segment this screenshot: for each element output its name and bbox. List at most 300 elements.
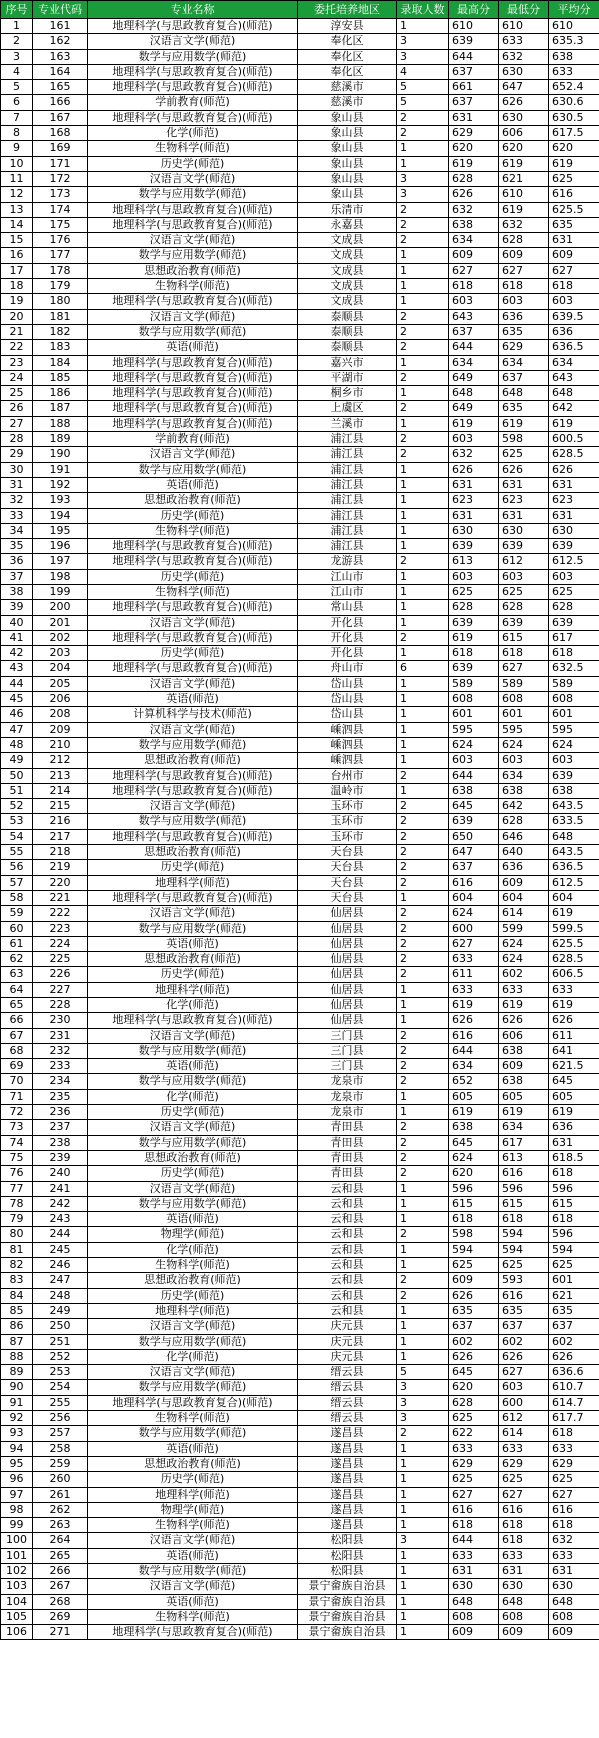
cell-region: 温岭市 [298, 783, 397, 798]
cell-major-code: 219 [33, 860, 88, 875]
cell-index: 49 [1, 753, 33, 768]
cell-major-code: 203 [33, 646, 88, 661]
cell-admitted-count: 1 [397, 753, 449, 768]
cell-index: 58 [1, 890, 33, 905]
cell-major-code: 196 [33, 539, 88, 554]
table-row [1, 600, 599, 615]
cell-max-score: 616 [449, 1028, 499, 1043]
cell-avg-score: 648 [549, 1594, 599, 1609]
cell-min-score: 613 [499, 1150, 549, 1165]
cell-max-score: 618 [449, 1212, 499, 1227]
cell-major-name: 汉语言文学(师范) [88, 906, 298, 921]
table-row [1, 1625, 599, 1640]
table-row [1, 171, 599, 186]
table-row [1, 309, 599, 324]
cell-max-score: 603 [449, 432, 499, 447]
cell-admitted-count: 2 [397, 1273, 449, 1288]
cell-max-score: 618 [449, 279, 499, 294]
cell-admitted-count: 1 [397, 523, 449, 538]
cell-avg-score: 631 [549, 477, 599, 492]
cell-max-score: 637 [449, 64, 499, 79]
table-row [1, 1288, 599, 1303]
cell-max-score: 629 [449, 126, 499, 141]
cell-major-code: 271 [33, 1625, 88, 1640]
cell-min-score: 624 [499, 936, 549, 951]
cell-index: 5 [1, 80, 33, 95]
cell-admitted-count: 2 [397, 875, 449, 890]
cell-major-code: 161 [33, 19, 88, 34]
cell-major-name: 思想政治教育(师范) [88, 753, 298, 768]
cell-admitted-count: 2 [397, 1135, 449, 1150]
cell-major-name: 数学与应用数学(师范) [88, 921, 298, 936]
cell-avg-score: 603 [549, 753, 599, 768]
table-row [1, 523, 599, 538]
cell-region: 泰顺县 [298, 324, 397, 339]
cell-major-name: 英语(师范) [88, 477, 298, 492]
header-region: 委托培养地区 [298, 1, 397, 19]
cell-major-code: 216 [33, 814, 88, 829]
cell-max-score: 600 [449, 921, 499, 936]
cell-region: 松阳县 [298, 1533, 397, 1548]
cell-avg-score: 652.4 [549, 80, 599, 95]
cell-index: 67 [1, 1028, 33, 1043]
cell-region: 开化县 [298, 615, 397, 630]
table-row [1, 263, 599, 278]
cell-min-score: 616 [499, 1288, 549, 1303]
cell-avg-score: 635 [549, 1303, 599, 1318]
table-row [1, 722, 599, 737]
cell-major-code: 224 [33, 936, 88, 951]
cell-avg-score: 620 [549, 141, 599, 156]
cell-major-name: 地理科学(与思政教育复合)(师范) [88, 370, 298, 385]
cell-max-score: 638 [449, 1120, 499, 1135]
cell-index: 86 [1, 1319, 33, 1334]
cell-major-name: 地理科学(与思政教育复合)(师范) [88, 829, 298, 844]
cell-avg-score: 628 [549, 600, 599, 615]
cell-min-score: 594 [499, 1227, 549, 1242]
cell-admitted-count: 3 [397, 1533, 449, 1548]
cell-major-name: 地理科学(与思政教育复合)(师范) [88, 19, 298, 34]
cell-major-name: 地理科学(与思政教育复合)(师范) [88, 768, 298, 783]
cell-major-name: 历史学(师范) [88, 508, 298, 523]
cell-avg-score: 631 [549, 1135, 599, 1150]
cell-index: 61 [1, 936, 33, 951]
cell-admitted-count: 2 [397, 1120, 449, 1135]
cell-avg-score: 641 [549, 1043, 599, 1058]
cell-major-name: 汉语言文学(师范) [88, 615, 298, 630]
table-row [1, 1242, 599, 1257]
table-row [1, 1579, 599, 1594]
cell-index: 80 [1, 1227, 33, 1242]
cell-min-score: 619 [499, 416, 549, 431]
cell-major-code: 169 [33, 141, 88, 156]
cell-admitted-count: 1 [397, 615, 449, 630]
cell-major-name: 地理科学(与思政教育复合)(师范) [88, 294, 298, 309]
cell-min-score: 626 [499, 462, 549, 477]
header-major-code: 专业代码 [33, 1, 88, 19]
cell-max-score: 648 [449, 1594, 499, 1609]
cell-index: 87 [1, 1334, 33, 1349]
table-row [1, 1074, 599, 1089]
cell-major-code: 200 [33, 600, 88, 615]
cell-major-name: 思想政治教育(师范) [88, 952, 298, 967]
cell-major-name: 历史学(师范) [88, 860, 298, 875]
cell-min-score: 627 [499, 1487, 549, 1502]
cell-major-name: 历史学(师范) [88, 1472, 298, 1487]
cell-max-score: 649 [449, 370, 499, 385]
cell-major-code: 190 [33, 447, 88, 462]
cell-min-score: 647 [499, 80, 549, 95]
cell-major-name: 地理科学(与思政教育复合)(师范) [88, 554, 298, 569]
cell-major-name: 地理科学(与思政教育复合)(师范) [88, 630, 298, 645]
cell-major-code: 183 [33, 340, 88, 355]
cell-admitted-count: 1 [397, 569, 449, 584]
cell-region: 遂昌县 [298, 1426, 397, 1441]
cell-avg-score: 601 [549, 707, 599, 722]
table-row [1, 890, 599, 905]
cell-index: 66 [1, 1013, 33, 1028]
cell-avg-score: 628.5 [549, 447, 599, 462]
cell-major-name: 数学与应用数学(师范) [88, 462, 298, 477]
cell-avg-score: 636 [549, 324, 599, 339]
cell-admitted-count: 2 [397, 1150, 449, 1165]
cell-index: 81 [1, 1242, 33, 1257]
cell-min-score: 598 [499, 432, 549, 447]
cell-index: 104 [1, 1594, 33, 1609]
cell-admitted-count: 2 [397, 952, 449, 967]
cell-major-code: 181 [33, 309, 88, 324]
cell-major-name: 英语(师范) [88, 1441, 298, 1456]
cell-region: 乐清市 [298, 202, 397, 217]
cell-region: 浦江县 [298, 508, 397, 523]
cell-index: 105 [1, 1609, 33, 1624]
cell-major-name: 生物科学(师范) [88, 584, 298, 599]
cell-avg-score: 629 [549, 1456, 599, 1471]
cell-major-code: 164 [33, 64, 88, 79]
cell-index: 53 [1, 814, 33, 829]
cell-index: 85 [1, 1303, 33, 1318]
cell-index: 37 [1, 569, 33, 584]
cell-max-score: 627 [449, 263, 499, 278]
cell-major-code: 177 [33, 248, 88, 263]
table-row [1, 584, 599, 599]
cell-max-score: 625 [449, 1258, 499, 1273]
cell-index: 103 [1, 1579, 33, 1594]
cell-admitted-count: 1 [397, 539, 449, 554]
cell-max-score: 644 [449, 1533, 499, 1548]
cell-region: 景宁畲族自治县 [298, 1594, 397, 1609]
cell-admitted-count: 2 [397, 126, 449, 141]
cell-min-score: 635 [499, 1303, 549, 1318]
cell-major-code: 185 [33, 370, 88, 385]
cell-index: 4 [1, 64, 33, 79]
cell-min-score: 626 [499, 1013, 549, 1028]
cell-min-score: 602 [499, 1334, 549, 1349]
cell-index: 93 [1, 1426, 33, 1441]
cell-min-score: 618 [499, 1212, 549, 1227]
cell-region: 台州市 [298, 768, 397, 783]
cell-avg-score: 636 [549, 1120, 599, 1135]
cell-admitted-count: 2 [397, 447, 449, 462]
cell-avg-score: 639 [549, 615, 599, 630]
table-row [1, 416, 599, 431]
cell-admitted-count: 3 [397, 1395, 449, 1410]
table-row [1, 906, 599, 921]
table-row [1, 1426, 599, 1441]
table-row [1, 95, 599, 110]
cell-index: 65 [1, 998, 33, 1013]
cell-max-score: 602 [449, 1334, 499, 1349]
cell-admitted-count: 1 [397, 1349, 449, 1364]
cell-admitted-count: 2 [397, 768, 449, 783]
table-row [1, 936, 599, 951]
cell-admitted-count: 1 [397, 508, 449, 523]
table-row [1, 34, 599, 49]
table-row [1, 80, 599, 95]
cell-min-score: 602 [499, 967, 549, 982]
cell-region: 三门县 [298, 1059, 397, 1074]
cell-avg-score: 626 [549, 1349, 599, 1364]
cell-index: 76 [1, 1166, 33, 1181]
cell-min-score: 606 [499, 126, 549, 141]
cell-index: 2 [1, 34, 33, 49]
cell-major-code: 251 [33, 1334, 88, 1349]
cell-avg-score: 633 [549, 64, 599, 79]
cell-min-score: 636 [499, 309, 549, 324]
table-row [1, 1089, 599, 1104]
cell-avg-score: 589 [549, 676, 599, 691]
table-row [1, 707, 599, 722]
cell-region: 三门县 [298, 1043, 397, 1058]
cell-major-name: 历史学(师范) [88, 1105, 298, 1120]
cell-major-name: 英语(师范) [88, 1594, 298, 1609]
cell-major-name: 化学(师范) [88, 126, 298, 141]
cell-index: 95 [1, 1456, 33, 1471]
cell-avg-score: 628.5 [549, 952, 599, 967]
cell-admitted-count: 3 [397, 171, 449, 186]
cell-min-score: 638 [499, 783, 549, 798]
cell-avg-score: 606.5 [549, 967, 599, 982]
cell-index: 7 [1, 110, 33, 125]
table-row [1, 1334, 599, 1349]
cell-major-code: 249 [33, 1303, 88, 1318]
table-row [1, 753, 599, 768]
cell-avg-score: 627 [549, 1487, 599, 1502]
cell-min-score: 633 [499, 1548, 549, 1563]
cell-min-score: 600 [499, 1395, 549, 1410]
table-row [1, 1181, 599, 1196]
table-row [1, 187, 599, 202]
cell-major-code: 268 [33, 1594, 88, 1609]
cell-region: 云和县 [298, 1227, 397, 1242]
cell-admitted-count: 2 [397, 630, 449, 645]
cell-region: 文成县 [298, 248, 397, 263]
cell-avg-score: 618 [549, 1212, 599, 1227]
cell-max-score: 611 [449, 967, 499, 982]
cell-index: 12 [1, 187, 33, 202]
cell-min-score: 634 [499, 1120, 549, 1135]
cell-avg-score: 627 [549, 263, 599, 278]
cell-avg-score: 633 [549, 982, 599, 997]
table-row [1, 814, 599, 829]
cell-max-score: 633 [449, 1441, 499, 1456]
cell-major-name: 思想政治教育(师范) [88, 845, 298, 860]
cell-admitted-count: 1 [397, 1441, 449, 1456]
cell-admitted-count: 1 [397, 1319, 449, 1334]
table-row [1, 294, 599, 309]
cell-region: 开化县 [298, 630, 397, 645]
cell-max-score: 624 [449, 1150, 499, 1165]
cell-major-name: 汉语言文学(师范) [88, 1533, 298, 1548]
cell-region: 遂昌县 [298, 1441, 397, 1456]
cell-avg-score: 639 [549, 539, 599, 554]
cell-index: 29 [1, 447, 33, 462]
cell-admitted-count: 1 [397, 1456, 449, 1471]
cell-min-score: 619 [499, 202, 549, 217]
cell-max-score: 634 [449, 355, 499, 370]
cell-min-score: 632 [499, 217, 549, 232]
cell-admitted-count: 1 [397, 1579, 449, 1594]
cell-max-score: 609 [449, 1273, 499, 1288]
cell-major-code: 215 [33, 799, 88, 814]
cell-avg-score: 636.6 [549, 1365, 599, 1380]
cell-max-score: 629 [449, 1456, 499, 1471]
cell-max-score: 652 [449, 1074, 499, 1089]
cell-avg-score: 619 [549, 1105, 599, 1120]
cell-avg-score: 632 [549, 1533, 599, 1548]
cell-max-score: 609 [449, 1625, 499, 1640]
cell-avg-score: 645 [549, 1074, 599, 1089]
cell-major-code: 212 [33, 753, 88, 768]
cell-min-score: 589 [499, 676, 549, 691]
cell-major-code: 259 [33, 1456, 88, 1471]
cell-index: 39 [1, 600, 33, 615]
cell-max-score: 609 [449, 248, 499, 263]
cell-major-name: 数学与应用数学(师范) [88, 1135, 298, 1150]
cell-region: 云和县 [298, 1242, 397, 1257]
cell-min-score: 626 [499, 1349, 549, 1364]
cell-avg-score: 617.5 [549, 126, 599, 141]
cell-index: 89 [1, 1365, 33, 1380]
table-row [1, 432, 599, 447]
cell-min-score: 623 [499, 493, 549, 508]
cell-max-score: 622 [449, 1426, 499, 1441]
cell-major-code: 266 [33, 1563, 88, 1578]
cell-major-code: 230 [33, 1013, 88, 1028]
cell-avg-score: 642 [549, 401, 599, 416]
cell-max-score: 603 [449, 753, 499, 768]
cell-avg-score: 635.3 [549, 34, 599, 49]
cell-major-code: 163 [33, 49, 88, 64]
cell-avg-score: 648 [549, 386, 599, 401]
table-row [1, 661, 599, 676]
cell-admitted-count: 3 [397, 34, 449, 49]
cell-region: 仙居县 [298, 906, 397, 921]
cell-admitted-count: 1 [397, 646, 449, 661]
cell-major-code: 167 [33, 110, 88, 125]
cell-region: 泰顺县 [298, 340, 397, 355]
cell-max-score: 615 [449, 1196, 499, 1211]
cell-region: 浦江县 [298, 493, 397, 508]
cell-region: 浦江县 [298, 477, 397, 492]
cell-major-code: 256 [33, 1411, 88, 1426]
cell-avg-score: 638 [549, 783, 599, 798]
cell-admitted-count: 2 [397, 1288, 449, 1303]
cell-major-code: 267 [33, 1579, 88, 1594]
cell-min-score: 594 [499, 1242, 549, 1257]
cell-min-score: 618 [499, 646, 549, 661]
cell-max-score: 650 [449, 829, 499, 844]
cell-avg-score: 631 [549, 508, 599, 523]
cell-major-name: 物理学(师范) [88, 1502, 298, 1517]
table-row [1, 1395, 599, 1410]
cell-index: 92 [1, 1411, 33, 1426]
cell-min-score: 603 [499, 294, 549, 309]
cell-major-code: 250 [33, 1319, 88, 1334]
cell-admitted-count: 5 [397, 80, 449, 95]
cell-min-score: 619 [499, 1105, 549, 1120]
table-row [1, 554, 599, 569]
cell-admitted-count: 1 [397, 416, 449, 431]
cell-max-score: 639 [449, 539, 499, 554]
cell-major-name: 数学与应用数学(师范) [88, 324, 298, 339]
table-row [1, 1258, 599, 1273]
cell-min-score: 627 [499, 1365, 549, 1380]
table-row [1, 126, 599, 141]
cell-min-score: 648 [499, 386, 549, 401]
cell-major-name: 历史学(师范) [88, 1288, 298, 1303]
cell-major-name: 地理科学(与思政教育复合)(师范) [88, 539, 298, 554]
cell-avg-score: 594 [549, 1242, 599, 1257]
cell-region: 仙居县 [298, 967, 397, 982]
cell-major-code: 262 [33, 1502, 88, 1517]
cell-admitted-count: 2 [397, 110, 449, 125]
cell-min-score: 624 [499, 737, 549, 752]
cell-major-code: 204 [33, 661, 88, 676]
cell-min-score: 612 [499, 1411, 549, 1426]
header-avg-score: 平均分 [549, 1, 599, 19]
table-row [1, 952, 599, 967]
cell-major-code: 236 [33, 1105, 88, 1120]
cell-region: 遂昌县 [298, 1472, 397, 1487]
cell-region: 岱山县 [298, 692, 397, 707]
cell-index: 23 [1, 355, 33, 370]
cell-index: 83 [1, 1273, 33, 1288]
table-row [1, 248, 599, 263]
cell-major-code: 168 [33, 126, 88, 141]
cell-max-score: 634 [449, 1059, 499, 1074]
cell-region: 云和县 [298, 1273, 397, 1288]
cell-region: 象山县 [298, 187, 397, 202]
cell-major-code: 165 [33, 80, 88, 95]
cell-index: 35 [1, 539, 33, 554]
cell-region: 平湖市 [298, 370, 397, 385]
cell-admitted-count: 1 [397, 1089, 449, 1104]
cell-avg-score: 631 [549, 1563, 599, 1578]
cell-region: 缙云县 [298, 1380, 397, 1395]
cell-region: 云和县 [298, 1288, 397, 1303]
cell-region: 景宁畲族自治县 [298, 1609, 397, 1624]
cell-major-code: 231 [33, 1028, 88, 1043]
cell-major-name: 汉语言文学(师范) [88, 1028, 298, 1043]
cell-major-code: 240 [33, 1166, 88, 1181]
cell-major-name: 汉语言文学(师范) [88, 309, 298, 324]
cell-major-name: 生物科学(师范) [88, 1609, 298, 1624]
cell-major-code: 234 [33, 1074, 88, 1089]
cell-index: 73 [1, 1120, 33, 1135]
cell-major-name: 地理科学(与思政教育复合)(师范) [88, 355, 298, 370]
cell-avg-score: 612.5 [549, 875, 599, 890]
